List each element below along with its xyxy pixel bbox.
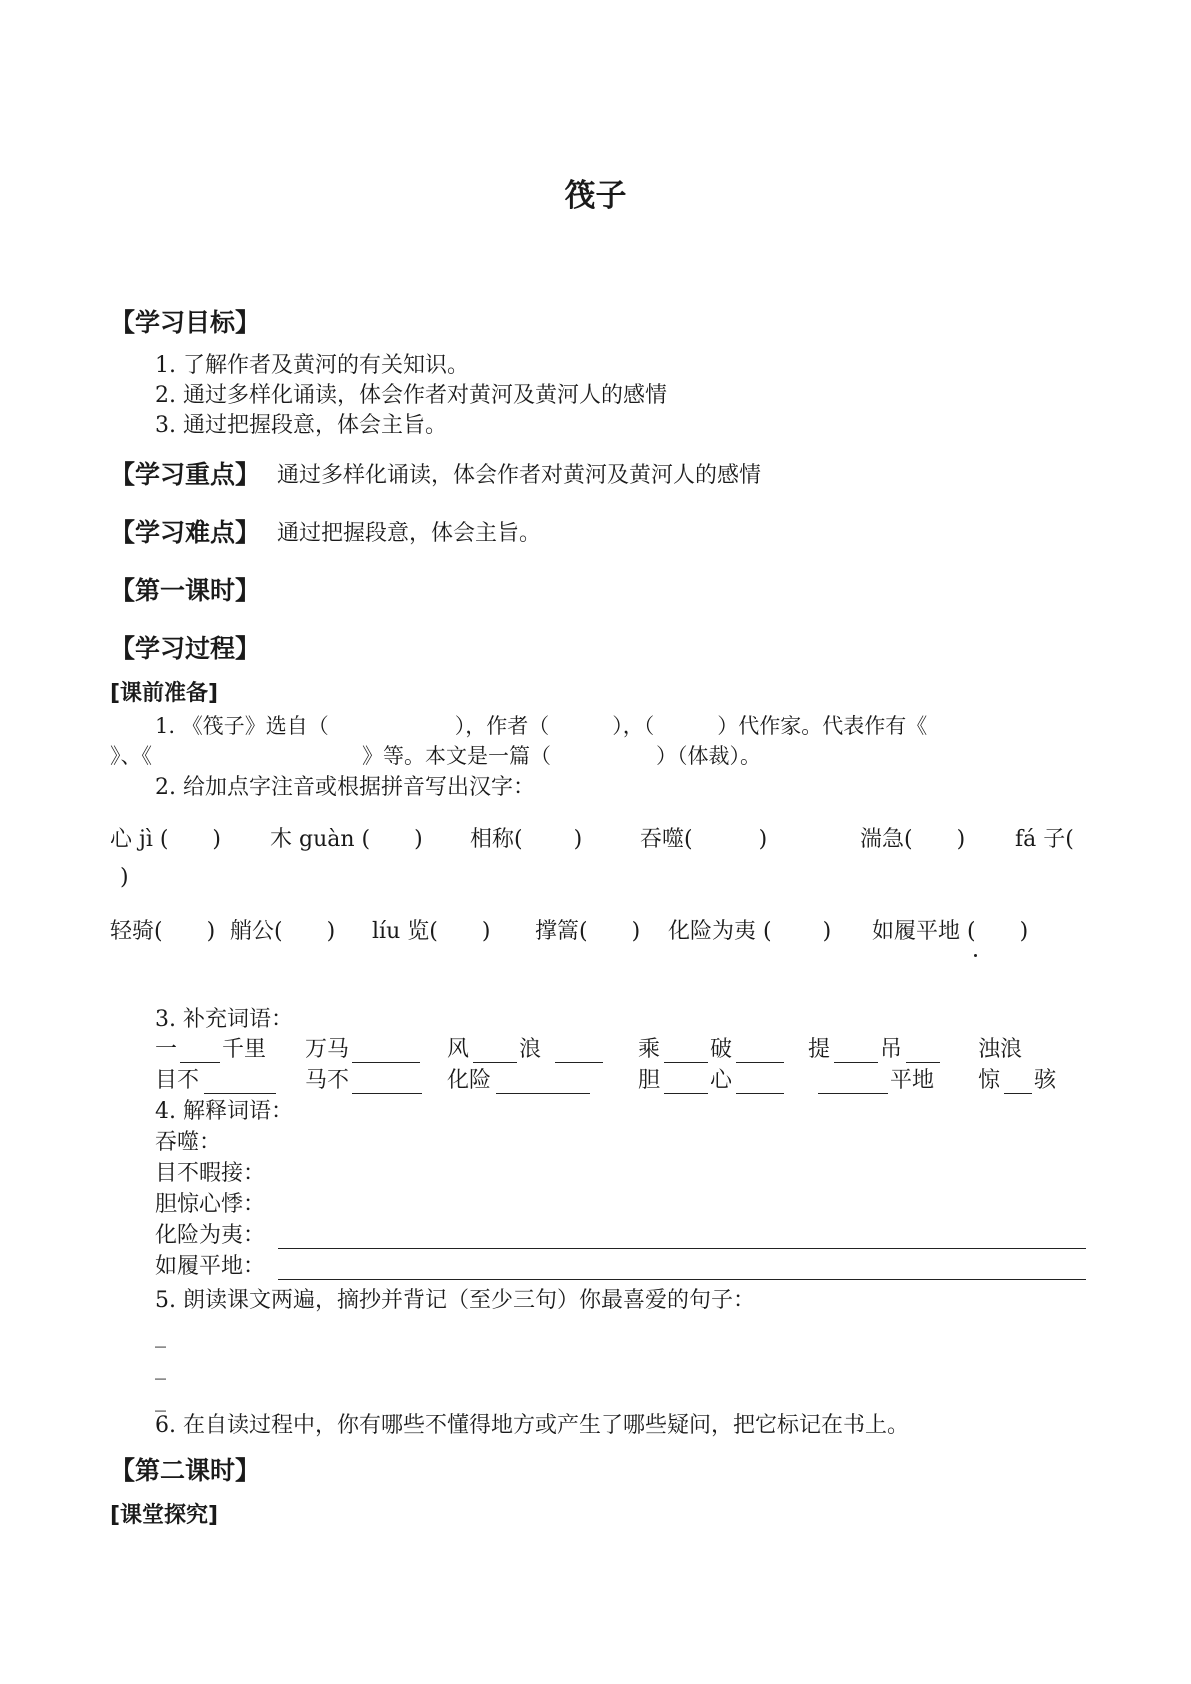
fill-blank[interactable] [352, 1062, 420, 1063]
fill-word: 浊浪 [978, 1037, 1023, 1062]
fill-word: 万马 [305, 1037, 350, 1062]
prep-heading: [课前准备] [110, 681, 219, 706]
fill-blank[interactable] [736, 1062, 784, 1063]
term: 胆惊心悸： [155, 1192, 266, 1217]
q1-line1: 1. 《筏子》选自（ ），作者（ ），（ ）代作家。代表作有《 [155, 714, 928, 738]
pinyin-item: 木 guàn ( ) [270, 827, 423, 852]
q6-prompt: 6. 在自读过程中，你有哪些不懂得地方或产生了哪些疑问，把它标记在书上。 [155, 1413, 909, 1438]
objective-item-2: 2. 通过多样化诵读，体会作者对黄河及黄河人的感情 [155, 383, 667, 408]
pinyin-item: 艄公( ) [230, 919, 336, 944]
term: 吞噬： [155, 1130, 222, 1155]
explore-heading: [课堂探究] [110, 1503, 219, 1528]
q5-blank[interactable]: _ [155, 1387, 166, 1412]
pinyin-item: 心 jì ( ) [110, 827, 222, 852]
pinyin-item: 化险为夷 ( ) [668, 919, 832, 944]
fill-word: 马不 [305, 1068, 350, 1093]
fill-word: 浪 [519, 1037, 542, 1062]
q5-blank[interactable]: _ [155, 1355, 166, 1380]
key-point-text: 通过多样化诵读，体会作者对黄河及黄河人的感情 [277, 463, 762, 488]
fill-word: 惊 [978, 1068, 1001, 1093]
pinyin-item: 撑篙( ) [535, 919, 641, 944]
fill-word: 目不 [155, 1068, 200, 1093]
fill-blank[interactable] [736, 1093, 784, 1094]
fill-word: 心 [710, 1068, 733, 1093]
q4-prompt: 4. 解释词语： [155, 1099, 293, 1124]
process-heading: 【学习过程】 [110, 634, 261, 663]
fill-blank[interactable] [555, 1062, 603, 1063]
fill-blank[interactable] [664, 1093, 708, 1094]
lesson2-heading: 【第二课时】 [110, 1456, 261, 1485]
pinyin-wrap: ) [120, 865, 129, 890]
q3-prompt: 3. 补充词语： [155, 1007, 293, 1032]
fill-blank[interactable] [664, 1062, 708, 1063]
fill-word: 化险 [447, 1068, 492, 1093]
fill-blank[interactable] [906, 1062, 940, 1063]
fill-word: 一 [155, 1037, 178, 1062]
fill-word: 破 [710, 1037, 733, 1062]
key-point-heading: 【学习重点】 [110, 460, 261, 489]
term: 如履平地： [155, 1254, 266, 1279]
pinyin-item: fá 子( [1015, 827, 1074, 852]
answer-line[interactable] [278, 1248, 1086, 1249]
lesson1-heading: 【第一课时】 [110, 576, 261, 605]
fill-blank[interactable] [180, 1062, 220, 1063]
q5-blank[interactable]: _ [155, 1323, 166, 1348]
fill-blank[interactable] [352, 1093, 422, 1094]
fill-word: 风 [447, 1037, 470, 1062]
objectives-heading: 【学习目标】 [110, 308, 261, 337]
page-title: 筏子 [564, 178, 627, 214]
objective-item-1: 1. 了解作者及黄河的有关知识。 [155, 353, 469, 378]
pinyin-item: 如履平地 ( ) [872, 919, 1029, 944]
fill-blank[interactable] [834, 1062, 878, 1063]
difficulty-heading: 【学习难点】 [110, 518, 261, 547]
fill-word: 千里 [222, 1037, 267, 1062]
difficulty-text: 通过把握段意，体会主旨。 [277, 521, 542, 546]
term: 化险为夷： [155, 1223, 266, 1248]
q2-prompt: 2. 给加点字注音或根据拼音写出汉字： [155, 775, 535, 800]
q1-line2: 》、《 》等。本文是一篇（ ）（体裁）。 [110, 744, 761, 768]
fill-blank[interactable] [204, 1093, 276, 1094]
pinyin-item: líu 览( ) [372, 919, 491, 944]
fill-blank[interactable] [1004, 1093, 1032, 1094]
fill-word: 骇 [1034, 1068, 1057, 1093]
fill-blank[interactable] [473, 1062, 517, 1063]
fill-word: 吊 [880, 1037, 903, 1062]
fill-blank[interactable] [496, 1093, 590, 1094]
fill-blank[interactable] [818, 1093, 888, 1094]
emphasis-dot [974, 954, 977, 957]
answer-line[interactable] [278, 1279, 1086, 1280]
pinyin-item: 吞噬( ) [640, 827, 768, 852]
pinyin-item: 轻骑( ) [110, 919, 216, 944]
objective-item-3: 3. 通过把握段意，体会主旨。 [155, 413, 447, 438]
fill-word: 胆 [638, 1068, 661, 1093]
pinyin-item: 相称( ) [470, 827, 583, 852]
pinyin-item: 湍急( ) [860, 827, 966, 852]
fill-word: 提 [808, 1037, 831, 1062]
fill-word: 乘 [638, 1037, 661, 1062]
term: 目不暇接： [155, 1161, 266, 1186]
q5-prompt: 5. 朗读课文两遍，摘抄并背记（至少三句）你最喜爱的句子： [155, 1288, 755, 1313]
fill-word: 平地 [890, 1068, 935, 1093]
